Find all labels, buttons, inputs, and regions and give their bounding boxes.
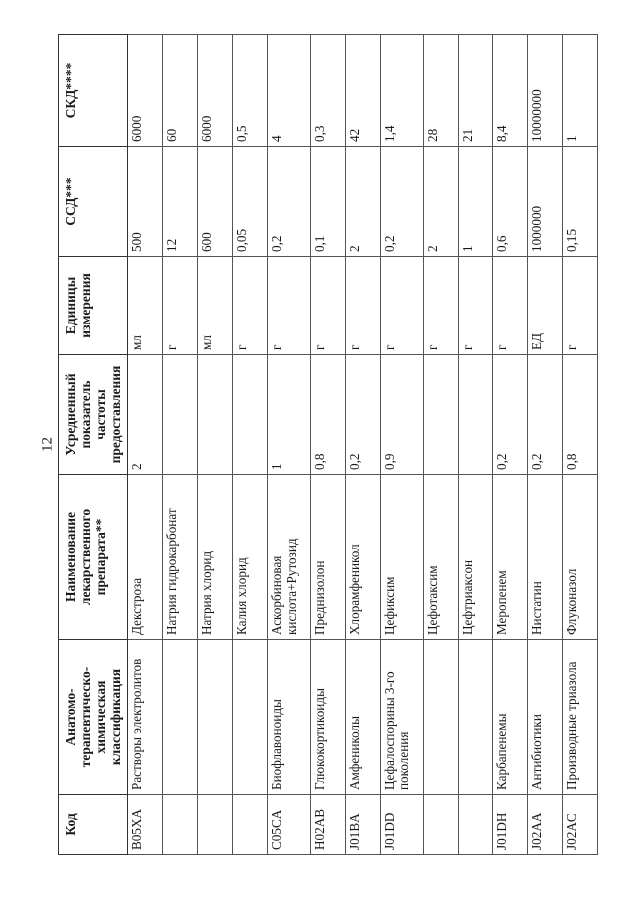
header-atc: Анатомо-терапевтическо-химическая классификация	[59, 640, 128, 795]
cell-unit: г	[233, 257, 268, 355]
cell-ssd: 2	[345, 147, 380, 257]
cell-drug: Цефотаксим	[423, 475, 458, 640]
cell-code	[423, 795, 458, 855]
cell-unit: г	[267, 257, 310, 355]
header-code: Код	[59, 795, 128, 855]
cell-drug: Хлорамфеникол	[345, 475, 380, 640]
cell-frequency	[423, 355, 458, 475]
cell-unit: г	[163, 257, 198, 355]
cell-skd: 6000	[128, 35, 163, 147]
table-row	[380, 35, 423, 855]
cell-frequency: 0,9	[380, 355, 423, 475]
cell-frequency: 0,2	[528, 355, 563, 475]
cell-atc	[233, 640, 268, 795]
cell-ssd: 1000000	[528, 147, 563, 257]
cell-code	[458, 795, 493, 855]
table-row	[423, 35, 458, 855]
cell-atc	[198, 640, 233, 795]
cell-skd: 4	[267, 35, 310, 147]
cell-code: J01DH	[493, 795, 528, 855]
cell-atc: Амфениколы	[345, 640, 380, 795]
cell-code	[163, 795, 198, 855]
cell-code: C05CA	[267, 795, 310, 855]
table-header-row	[59, 35, 128, 855]
cell-atc: Антибиотики	[528, 640, 563, 795]
cell-unit: г	[380, 257, 423, 355]
cell-unit: г	[423, 257, 458, 355]
cell-skd: 1	[563, 35, 598, 147]
cell-drug: Аскорбиновая кислота+Рутозид	[267, 475, 310, 640]
cell-atc: Цефалоспорины 3-го поколения	[380, 640, 423, 795]
cell-drug: Флуконазол	[563, 475, 598, 640]
cell-code: J01DD	[380, 795, 423, 855]
cell-skd: 42	[345, 35, 380, 147]
cell-frequency: 1	[267, 355, 310, 475]
header-frequency: Усредненный показатель частоты предоставления	[59, 355, 128, 475]
cell-ssd: 0,05	[233, 147, 268, 257]
cell-ssd: 1	[458, 147, 493, 257]
table-row	[267, 35, 310, 855]
cell-drug: Нистатин	[528, 475, 563, 640]
cell-drug: Преднизолон	[310, 475, 345, 640]
cell-drug: Цефиксим	[380, 475, 423, 640]
drug-table	[58, 34, 598, 855]
header-ssd: ССД***	[59, 147, 128, 257]
cell-unit: ЕД	[528, 257, 563, 355]
cell-code: J02AC	[563, 795, 598, 855]
cell-unit: г	[493, 257, 528, 355]
cell-ssd: 600	[198, 147, 233, 257]
page-number: 12	[39, 437, 56, 452]
cell-atc: Карбапенемы	[493, 640, 528, 795]
cell-code: J01BA	[345, 795, 380, 855]
cell-unit: г	[345, 257, 380, 355]
cell-ssd: 0,15	[563, 147, 598, 257]
cell-atc: Растворы электролитов	[128, 640, 163, 795]
cell-ssd: 0,2	[267, 147, 310, 257]
cell-frequency	[458, 355, 493, 475]
cell-atc	[458, 640, 493, 795]
cell-drug: Цефтриаксон	[458, 475, 493, 640]
cell-ssd: 500	[128, 147, 163, 257]
cell-ssd: 0,6	[493, 147, 528, 257]
table-row	[563, 35, 598, 855]
cell-atc	[423, 640, 458, 795]
cell-frequency	[198, 355, 233, 475]
cell-drug: Натрия хлорид	[198, 475, 233, 640]
cell-drug: Меропенем	[493, 475, 528, 640]
cell-ssd: 2	[423, 147, 458, 257]
cell-atc: Глюкокортикоиды	[310, 640, 345, 795]
cell-skd: 0,5	[233, 35, 268, 147]
cell-frequency: 0,2	[345, 355, 380, 475]
rotated-table-container	[58, 35, 598, 855]
cell-unit: г	[563, 257, 598, 355]
table-row	[310, 35, 345, 855]
cell-skd: 6000	[198, 35, 233, 147]
cell-unit: мл	[128, 257, 163, 355]
table-row	[345, 35, 380, 855]
cell-ssd: 0,2	[380, 147, 423, 257]
header-unit: Единицы измерения	[59, 257, 128, 355]
cell-frequency: 0,8	[310, 355, 345, 475]
table-row	[198, 35, 233, 855]
cell-skd: 21	[458, 35, 493, 147]
table-row	[458, 35, 493, 855]
table-row	[528, 35, 563, 855]
header-drug: Наименование лекарственного препарата**	[59, 475, 128, 640]
cell-ssd: 0,1	[310, 147, 345, 257]
table-row	[233, 35, 268, 855]
cell-atc: Производные триазола	[563, 640, 598, 795]
cell-drug: Калия хлорид	[233, 475, 268, 640]
cell-code	[198, 795, 233, 855]
header-skd: СКД****	[59, 35, 128, 147]
cell-unit: г	[310, 257, 345, 355]
cell-code	[233, 795, 268, 855]
cell-frequency: 2	[128, 355, 163, 475]
cell-atc: Биофлавоноиды	[267, 640, 310, 795]
table-row	[128, 35, 163, 855]
cell-drug: Натрия гидрокарбонат	[163, 475, 198, 640]
cell-ssd: 12	[163, 147, 198, 257]
table-row	[163, 35, 198, 855]
table-row	[493, 35, 528, 855]
cell-atc	[163, 640, 198, 795]
cell-skd: 60	[163, 35, 198, 147]
cell-skd: 0,3	[310, 35, 345, 147]
cell-frequency	[163, 355, 198, 475]
cell-frequency	[233, 355, 268, 475]
cell-skd: 28	[423, 35, 458, 147]
cell-unit: мл	[198, 257, 233, 355]
cell-code: H02AB	[310, 795, 345, 855]
cell-unit: г	[458, 257, 493, 355]
cell-code: J02AA	[528, 795, 563, 855]
cell-code: B05XA	[128, 795, 163, 855]
cell-drug: Декстроза	[128, 475, 163, 640]
cell-skd: 1,4	[380, 35, 423, 147]
cell-skd: 8,4	[493, 35, 528, 147]
cell-frequency: 0,2	[493, 355, 528, 475]
cell-frequency: 0,8	[563, 355, 598, 475]
cell-skd: 10000000	[528, 35, 563, 147]
